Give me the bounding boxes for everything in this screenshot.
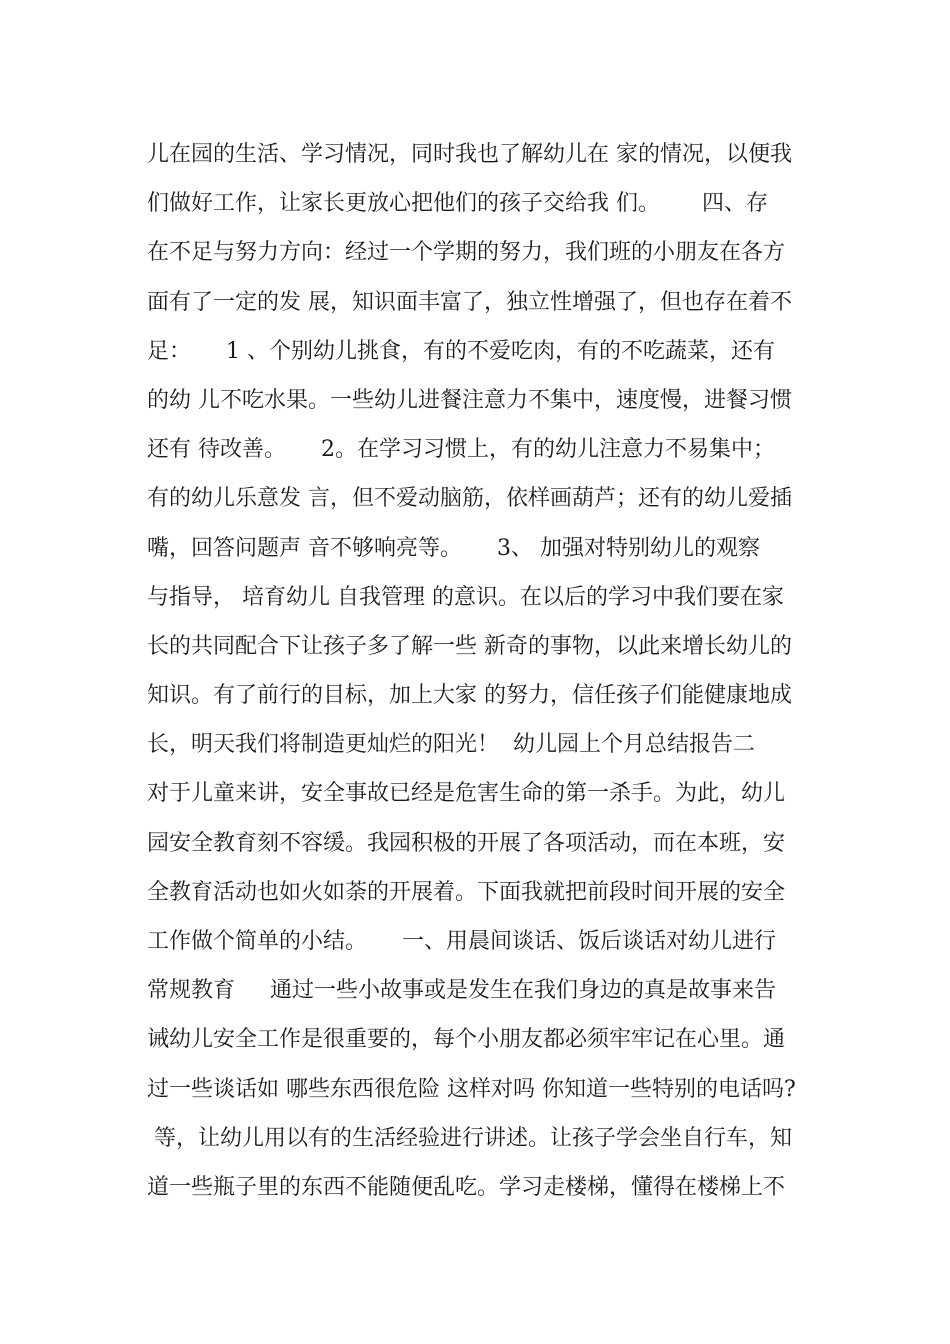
text-line: 全教育活动也如火如荼的开展着。下面我就把前段时间开展的安全 xyxy=(147,879,786,905)
text-line: 工作做个简单的小结。 一、用晨间谈话、饭后谈话对幼儿进行 xyxy=(147,929,776,954)
text-line: 与指导， 培育幼儿 自我管理 的意识。在以后的学习中我们要在家 xyxy=(147,584,784,610)
text-line: 儿在园的生活、学习情况，同时我也了解幼儿在 家的情况，以便我 xyxy=(147,142,792,167)
text-line: 对于儿童来讲，安全事故已经是危害生命的第一杀手。为此，幼儿 xyxy=(147,781,786,807)
text-line: 们做好工作，让家长更放心把他们的孩子交给我 们。 四、存 xyxy=(147,191,768,217)
text-line: 的幼 儿不吃水果。一些幼儿进餐注意力不集中，速度慢，进餐习惯 xyxy=(147,387,792,413)
body-text xyxy=(147,130,827,1212)
text-line: 面有了一定的发 展，知识面丰富了，独立性增强了，但也存在着不 xyxy=(147,289,792,315)
text-line: 在不足与努力方向：经过一个学期的努力，我们班的小朋友在各方 xyxy=(147,240,786,266)
text-line: 诫幼儿安全工作是很重要的，每个小朋友都必须牢牢记在心里。通 xyxy=(147,1027,786,1053)
text-line: 长的共同配合下让孩子多了解一些 新奇的事物，以此来增长幼儿的 xyxy=(147,633,792,659)
text-line: 嘴，回答问题声 音不够响亮等。 3、 加强对特别幼儿的观察 xyxy=(147,535,760,561)
text-line: 园安全教育刻不容缓。我园积极的开展了各项活动，而在本班，安 xyxy=(147,830,786,856)
text-line: 还有 待改善。 2。在学习习惯上，有的幼儿注意力不易集中； xyxy=(147,437,775,463)
text-line: 足： 1 、个别幼儿挑食，有的不爱吃肉，有的不吃蔬菜，还有 xyxy=(147,338,775,364)
text-line: 常规教育 通过一些小故事或是发生在我们身边的真是故事来告 xyxy=(147,978,776,1004)
text-line: 长，明天我们将制造更灿烂的阳光！ 幼儿园上个月总结报告二 xyxy=(147,732,755,758)
text-line: 有的幼儿乐意发 言，但不爱动脑筋，依样画葫芦；还有的幼儿爱插 xyxy=(147,486,792,512)
text-line: 等，让幼儿用以有的生活经验进行讲述。让孩子学会坐自行车，知 xyxy=(147,1125,792,1151)
text-line: 知识。有了前行的目标，加上大家 的努力，信任孩子们能健康地成 xyxy=(147,683,792,709)
text-line: 道一些瓶子里的东西不能随便乱吃。学习走楼梯，懂得在楼梯上不 xyxy=(147,1174,786,1200)
text-line: 过一些谈话如 哪些东西很危险 这样对吗 你知道一些特别的电话吗? xyxy=(147,1076,796,1102)
